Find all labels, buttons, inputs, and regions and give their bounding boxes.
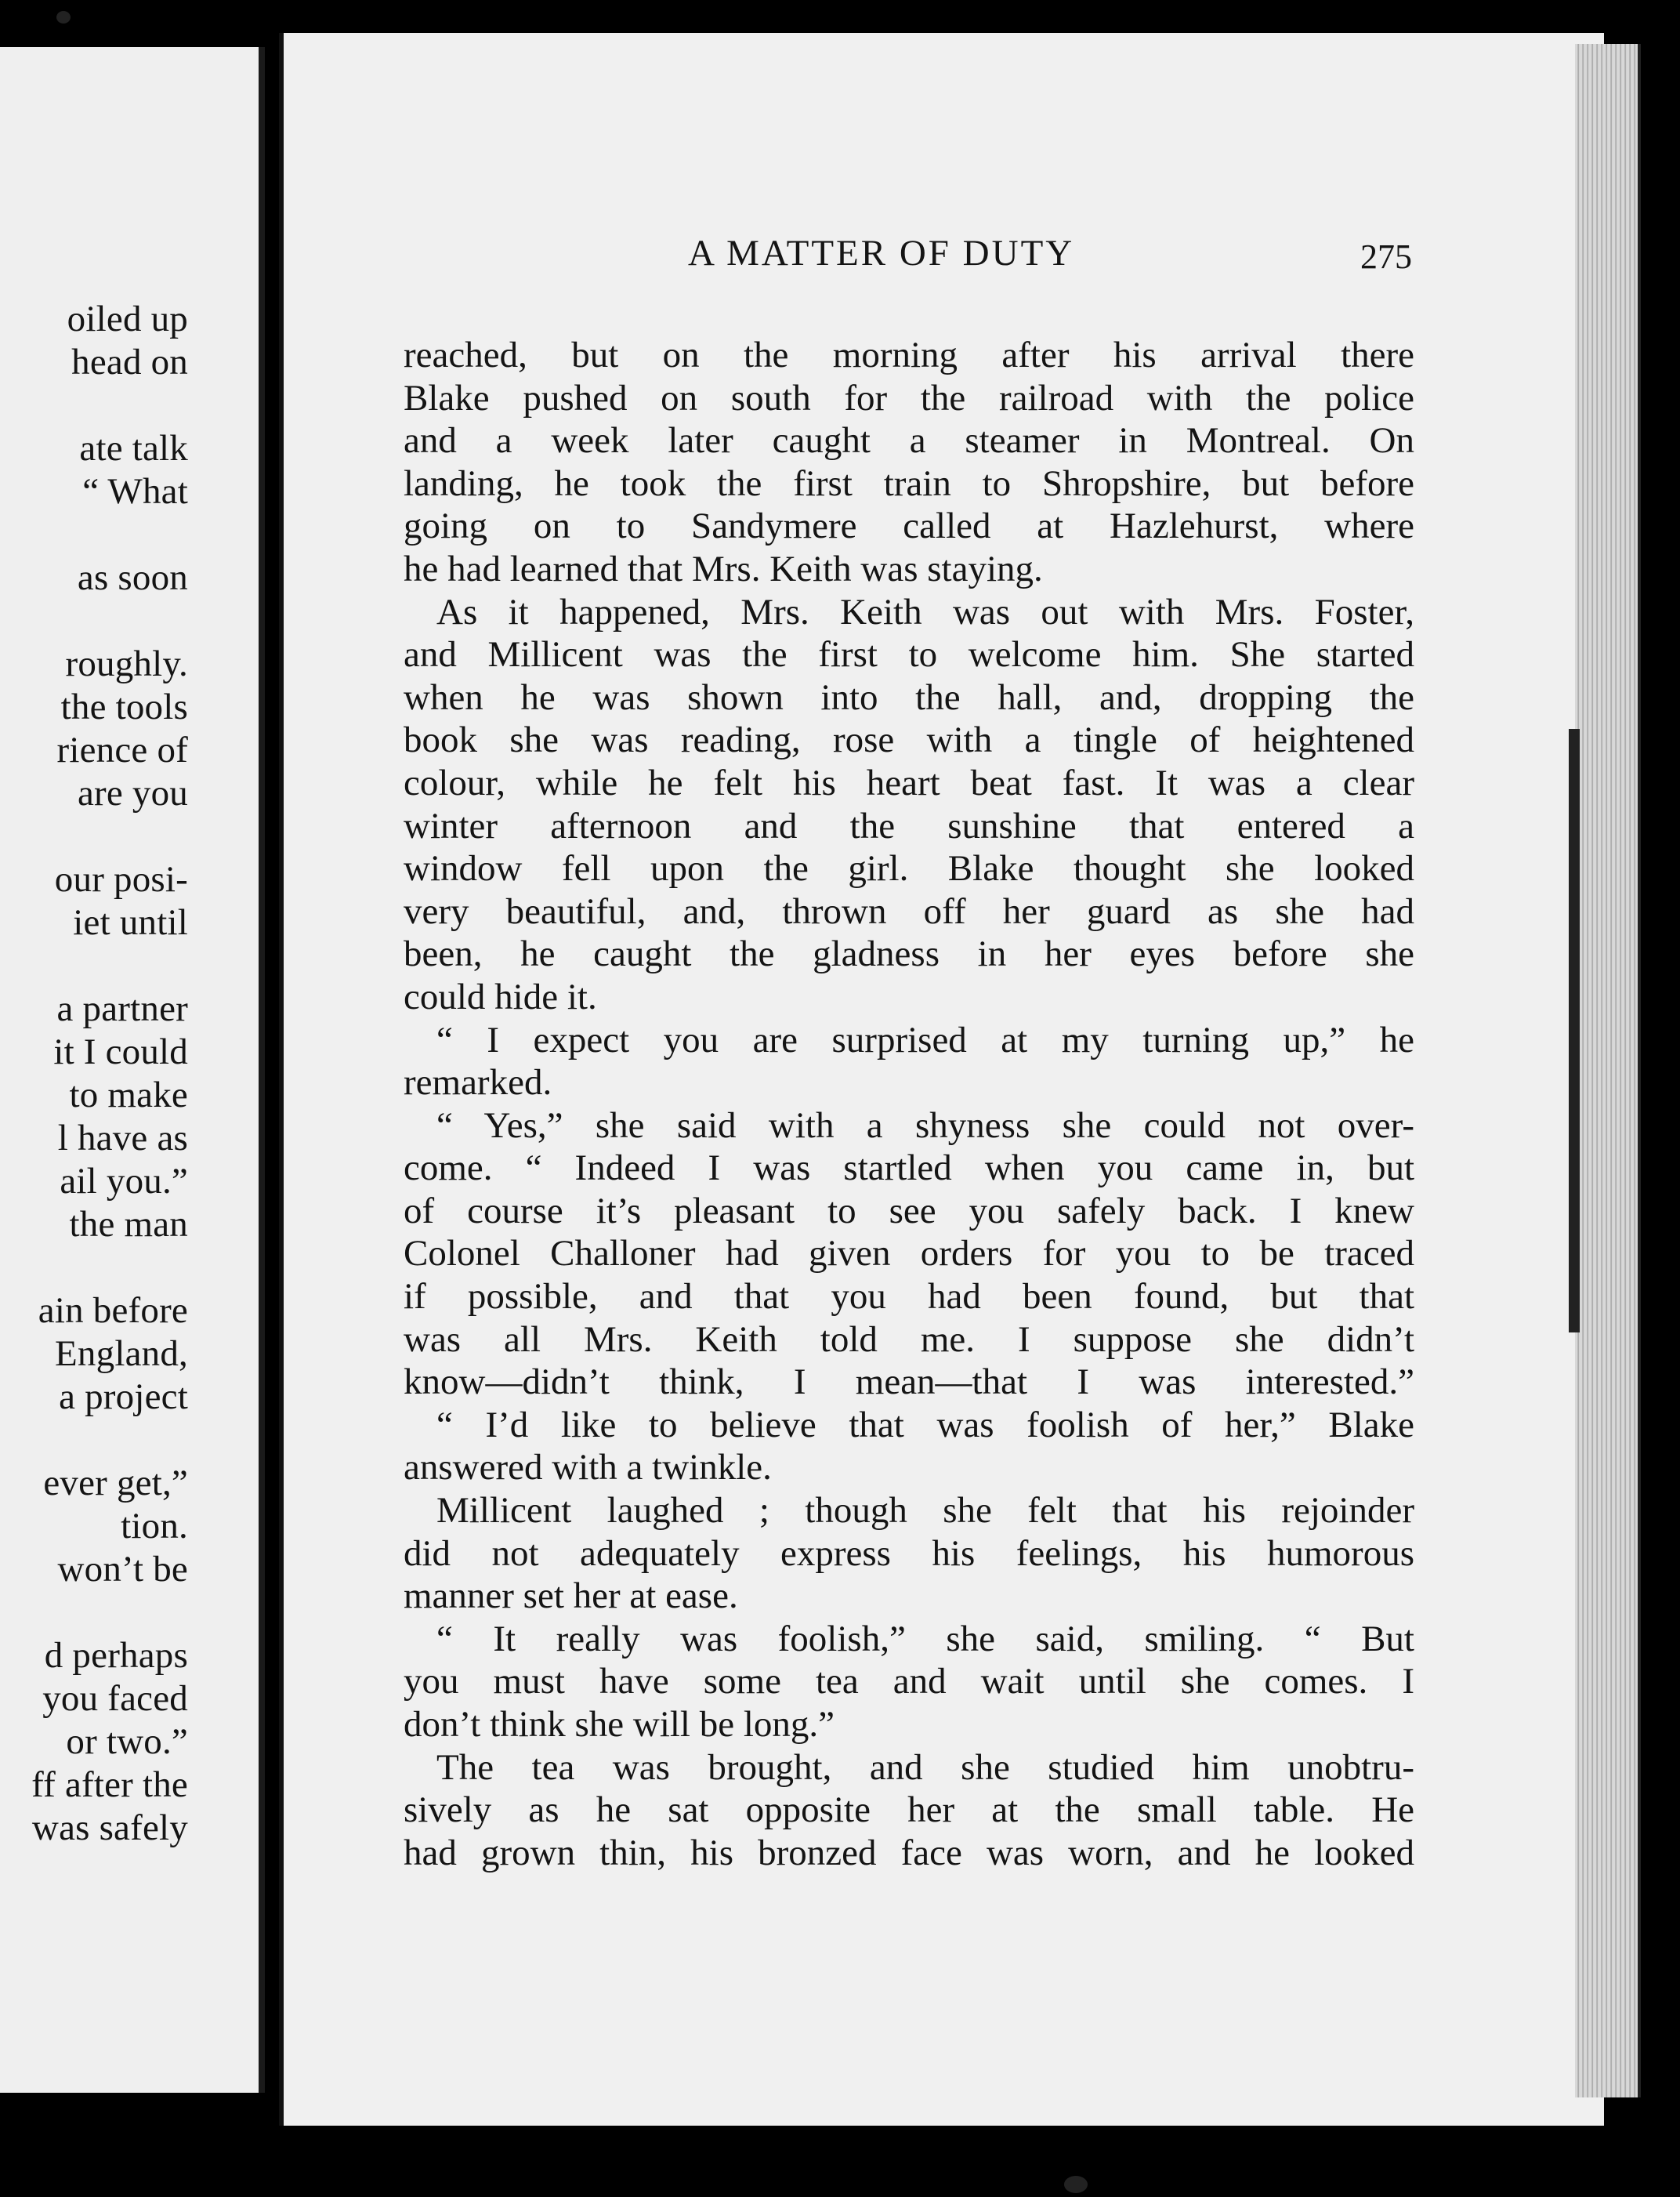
left-page <box>0 47 265 2093</box>
text-line: been, he caught the gladness in her eyes before she <box>404 934 1414 975</box>
left-page-line: head on <box>71 342 188 382</box>
left-page-line: you faced <box>42 1678 188 1719</box>
text-line: “ Yes,” she said with a shyness she could not over- <box>436 1104 1414 1146</box>
text-line: was all Mrs. Keith told me. I suppose she didn’t <box>404 1318 1414 1360</box>
left-page-line: a project <box>59 1376 188 1417</box>
text-line: could hide it. <box>404 976 597 1017</box>
text-line: don’t think she will be long.” <box>404 1704 835 1745</box>
left-page-line: l have as <box>57 1118 188 1158</box>
text-line: book she was reading, rose with a tingle of heightened <box>404 720 1414 761</box>
text-line: if possible, and that you had been found, but that <box>404 1276 1414 1318</box>
text-line: Colonel Challoner had given orders for you to be traced <box>404 1233 1414 1274</box>
left-page-line: iet until <box>73 902 188 943</box>
text-line: of course it’s pleasant to see you safely back. I knew <box>404 1190 1414 1231</box>
text-line: when he was shown into the hall, and, dropping the <box>404 676 1414 718</box>
left-page-line: are you <box>77 773 188 814</box>
page-number: 275 <box>1360 237 1412 276</box>
text-line: you must have some tea and wait until she comes. I <box>404 1661 1414 1702</box>
text-line: had grown thin, his bronzed face was worn, and he looked <box>404 1832 1414 1873</box>
text-line: come. “ Indeed I was startled when you came in, but <box>404 1147 1414 1189</box>
running-head <box>406 232 1412 287</box>
left-page-line: ain before <box>38 1290 188 1331</box>
text-line: “ It really was foolish,” she said, smiling. “ But <box>436 1618 1414 1659</box>
text-line: The tea was brought, and she studied him unobtru- <box>436 1746 1414 1788</box>
left-page-line: ate talk <box>79 428 188 469</box>
left-page-line: ever get,” <box>43 1463 188 1503</box>
text-line: manner set her at ease. <box>404 1575 738 1617</box>
text-line: remarked. <box>404 1062 552 1104</box>
left-page-line: d perhaps <box>44 1635 188 1676</box>
scan-speck <box>56 11 71 24</box>
text-line: “ I expect you are surprised at my turning up,” he <box>436 1019 1414 1060</box>
left-page-line: or two.” <box>66 1721 188 1762</box>
left-page-line: oiled up <box>67 299 188 339</box>
left-page-line: ail you.” <box>60 1161 188 1202</box>
text-line: winter afternoon and the sunshine that entered a <box>404 805 1414 847</box>
text-line: answered with a twinkle. <box>404 1447 772 1488</box>
left-page-line: roughly. <box>65 644 188 684</box>
text-line: and a week later caught a steamer in Montreal. On <box>404 420 1414 462</box>
body-text <box>404 334 1414 1874</box>
left-page-line: rience of <box>56 730 188 770</box>
text-line: and Millicent was the first to welcome him. She started <box>404 634 1414 676</box>
left-page-line: won’t be <box>57 1549 188 1590</box>
text-line: reached, but on the morning after his arrival there <box>404 335 1414 375</box>
text-line: “ I’d like to believe that was foolish of her,” Blake <box>436 1404 1414 1445</box>
left-page-line: tion. <box>121 1506 188 1546</box>
text-line: going on to Sandymere called at Hazlehurst, where <box>404 506 1414 547</box>
text-line: know—didn’t think, I mean—that I was interested.” <box>404 1361 1414 1403</box>
left-page-line: a partner <box>56 988 188 1029</box>
page-edge-shadow <box>1569 729 1580 1332</box>
text-line: sively as he sat opposite her at the small table. He <box>404 1789 1414 1831</box>
text-line: colour, while he felt his heart beat fast. It was a clear <box>404 762 1414 803</box>
text-line: did not adequately express his feelings, his humorous <box>404 1532 1414 1574</box>
text-line: Millicent laughed ; though she felt that his rejoinder <box>436 1490 1414 1532</box>
left-page-line: the tools <box>60 687 188 727</box>
text-line: Blake pushed on south for the railroad with the police <box>404 377 1414 419</box>
left-page-line: England, <box>55 1333 188 1374</box>
scan-speck <box>1064 2176 1088 2193</box>
text-line: very beautiful, and, thrown off her guard as she had <box>404 890 1414 932</box>
left-page-line: was safely <box>31 1807 188 1848</box>
left-page-line: our posi- <box>54 859 188 900</box>
text-line: he had learned that Mrs. Keith was staying. <box>404 548 1043 589</box>
text-line: landing, he took the first train to Shropshire, but before <box>404 462 1414 504</box>
left-page-line: to make <box>69 1075 188 1115</box>
text-line: As it happened, Mrs. Keith was out with Mrs. Foster, <box>436 591 1414 633</box>
left-page-line: ff after the <box>31 1764 188 1805</box>
left-page-line: “ What <box>82 471 188 512</box>
page-edge <box>1575 44 1641 2097</box>
left-page-line: it I could <box>53 1031 188 1072</box>
left-page-line: as soon <box>77 557 188 598</box>
text-line: window fell upon the girl. Blake thought she looked <box>404 848 1414 890</box>
page-title: A MATTER OF DUTY <box>688 233 1075 274</box>
left-page-line: the man <box>69 1204 188 1245</box>
